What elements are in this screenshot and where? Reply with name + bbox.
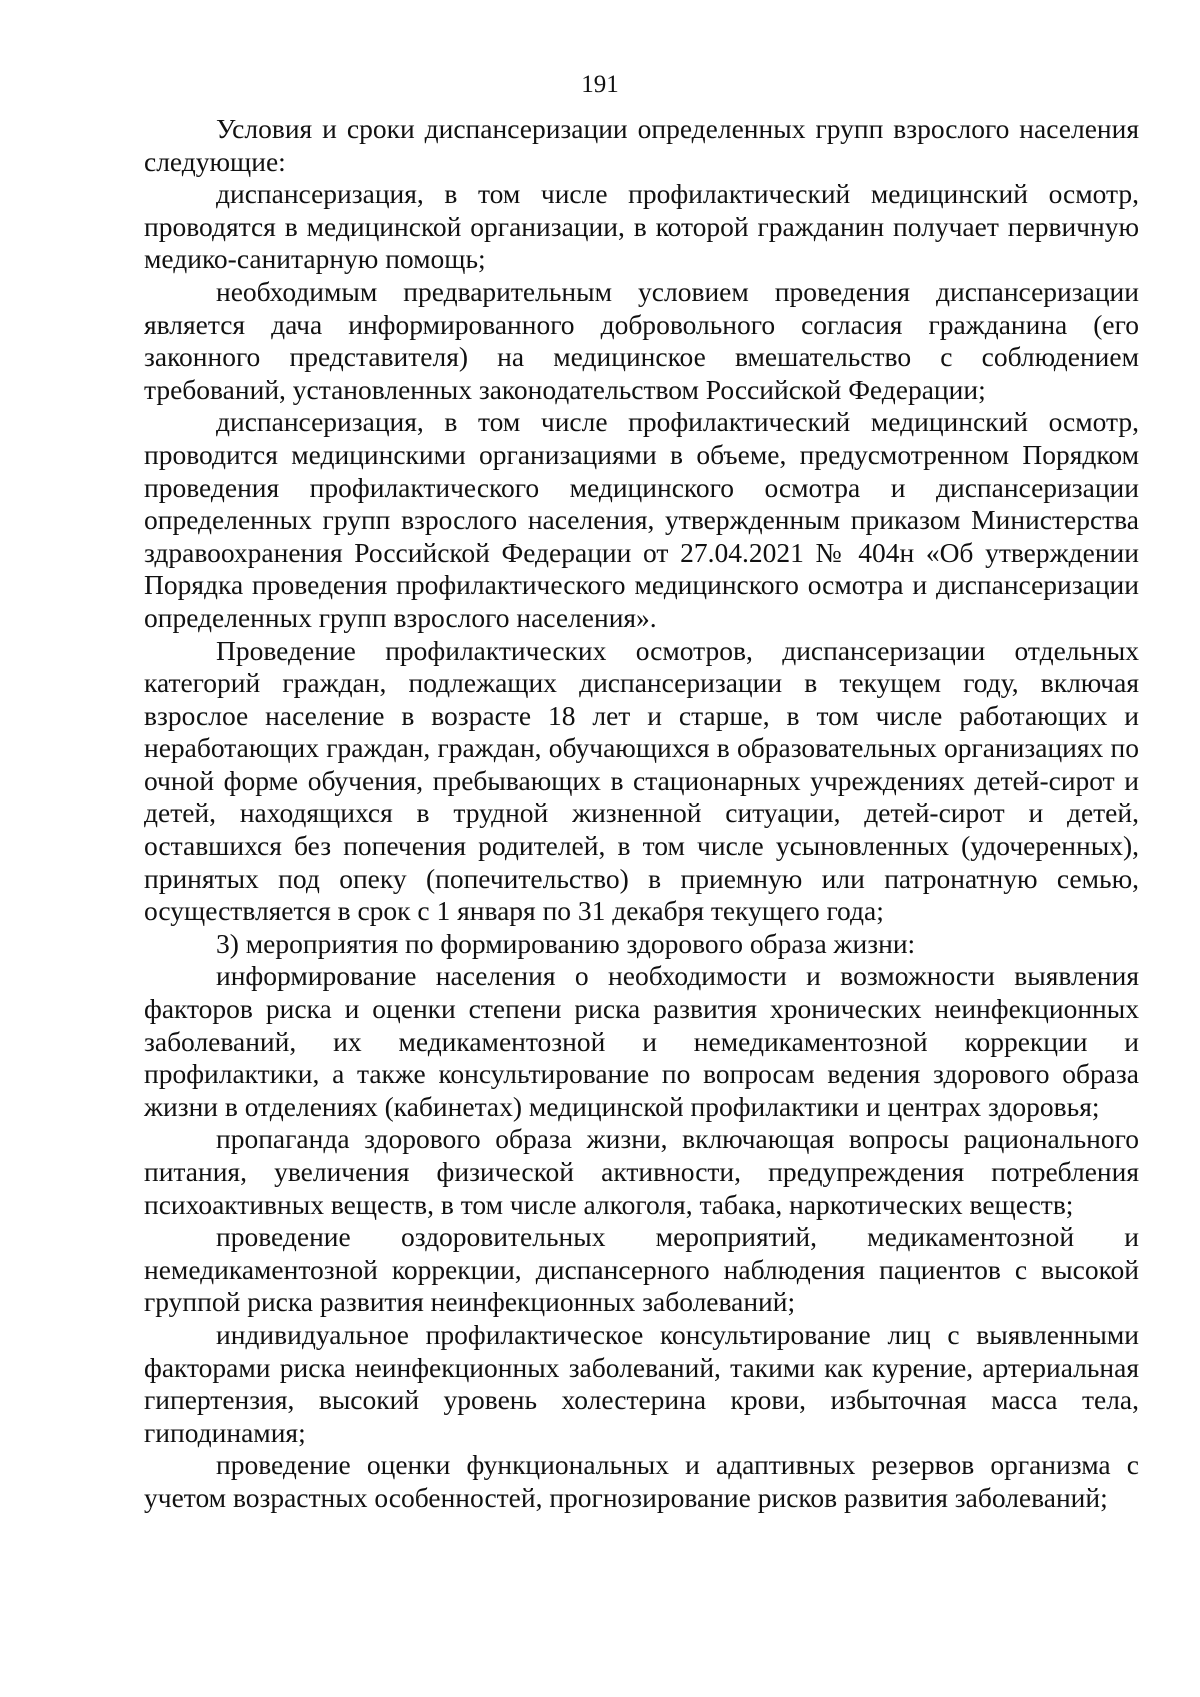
paragraph-conditions-intro: Условия и сроки диспансеризации определенных групп взрослого населения следующие: [144,113,1139,177]
page-number: 191 [581,71,619,98]
paragraph-scope: диспансеризация, в том числе профилактический медицинский осмотр, проводится медицинскими организациями в объеме, предусмотренном Порядком проведения профилактического медицинского осмотра и диспансеризации определенных групп взрослого населения, утвержденным приказом Министерства здравоохранения Российской Федерации от 27.04.2021 № 404н «Об утверждении Порядка проведения профилактического медицинского осмотра и диспансеризации определенных групп взрослого населения». [144,406,1139,633]
paragraph-functional-assessment: проведение оценки функциональных и адаптивных резервов организма с учетом возрастных особенностей, прогнозирование рисков развития заболеваний; [144,1449,1139,1513]
paragraph-healthy-lifestyle-heading: 3) мероприятия по формированию здорового образа жизни: [216,927,916,959]
paragraph-informing: информирование населения о необходимости и возможности выявления факторов риска и оценки степени риска развития хронических неинфекционных заболеваний, их медикаментозной и немедикаментозной коррекции и профилактики, а также консультирование по вопросам ведения здорового образа жизни в отделениях (кабинетах) медицинской профилактики и центрах здоровья; [144,960,1139,1122]
paragraph-timeframe: Проведение профилактических осмотров, диспансеризации отдельных категорий граждан, подлежащих диспансеризации в текущем году, включая взрослое население в возрасте 18 лет и старше, в том числе работающих и неработающих граждан, граждан, обучающихся в образовательных организациях по очной форме обучения, пребывающих в стационарных учреждениях детей-сирот и детей, находящихся в трудной жизненной ситуации, детей-сирот и детей, оставшихся без попечения родителей, в том числе усыновленных (удочеренных), принятых под опеку (попечительство) в приемную или патронатную семью, осуществляется в срок с 1 января по 31 декабря текущего года; [144,634,1139,927]
paragraph-individual-counseling: индивидуальное профилактическое консультирование лиц с выявленными факторами риска неинфекционных заболеваний, такими как курение, артериальная гипертензия, высокий уровень холестерина крови, избыточная масса тела, гиподинамия; [144,1318,1139,1448]
paragraph-consent: необходимым предварительным условием проведения диспансеризации является дача информированного добровольного согласия гражданина (его законного представителя) на медицинское вмешательство с соблюдением требований, установленных законодательством Российской Федерации; [144,275,1139,405]
paragraph-wellness-activities: проведение оздоровительных мероприятий, медикаментозной и немедикаментозной коррекции, диспансерного наблюдения пациентов с высокой группой риска развития неинфекционных заболеваний; [144,1221,1139,1318]
paragraph-propaganda: пропаганда здорового образа жизни, включающая вопросы рационального питания, увеличения физической активности, предупреждения потребления психоактивных веществ, в том числе алкоголя, табака, наркотических веществ; [144,1123,1139,1220]
document-body [144,113,1139,1515]
paragraph-location: диспансеризация, в том числе профилактический медицинский осмотр, проводятся в медицинской организации, в которой гражданин получает первичную медико-санитарную помощь; [144,178,1139,275]
